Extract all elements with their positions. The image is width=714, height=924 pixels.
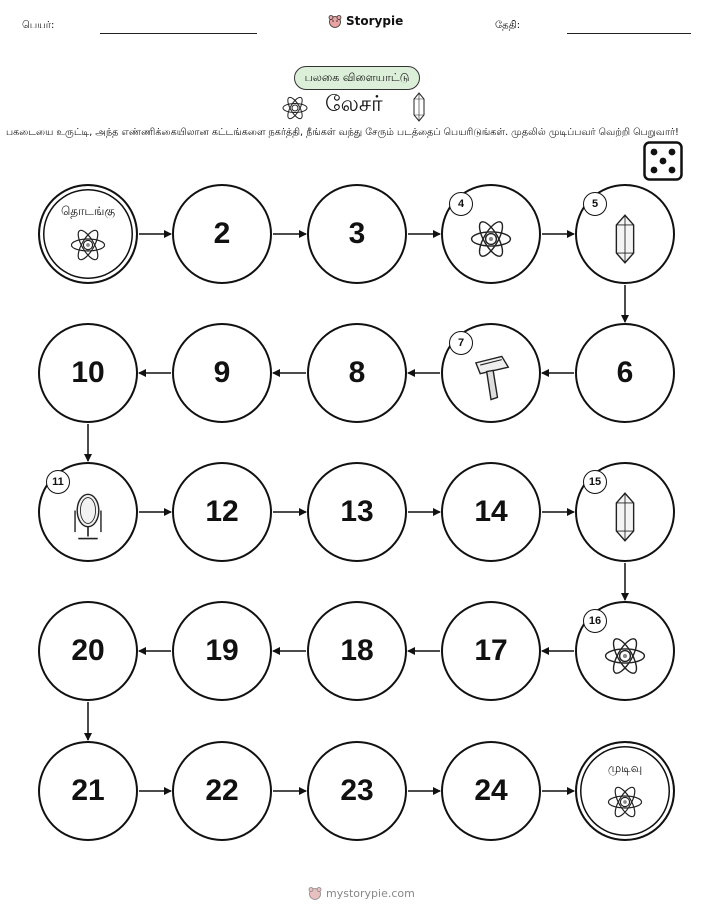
space-number: 12 bbox=[205, 495, 239, 528]
board-space-10[interactable] bbox=[38, 323, 138, 423]
finish-space[interactable] bbox=[575, 741, 675, 841]
atom-icon bbox=[65, 222, 111, 268]
page-title: லேசர் bbox=[325, 92, 383, 117]
space-number: 9 bbox=[213, 356, 231, 389]
space-number-badge: 4 bbox=[449, 192, 473, 216]
name-label: பெயர்: bbox=[22, 20, 55, 31]
barcode-scanner-icon bbox=[464, 351, 518, 405]
board-space-14[interactable] bbox=[441, 462, 541, 562]
space-number: 19 bbox=[205, 634, 239, 667]
space-number: 17 bbox=[474, 634, 508, 667]
start-label: தொடங்கு bbox=[60, 204, 116, 218]
board-space-2[interactable] bbox=[172, 184, 272, 284]
space-number: 18 bbox=[340, 634, 374, 667]
atom-icon bbox=[598, 629, 652, 683]
board-space-20[interactable] bbox=[38, 601, 138, 701]
board-space-7[interactable] bbox=[441, 323, 541, 423]
crystal-icon bbox=[598, 212, 652, 266]
board-space-9[interactable] bbox=[172, 323, 272, 423]
board-space-6[interactable] bbox=[575, 323, 675, 423]
atom-icon bbox=[602, 779, 648, 825]
board-space-17[interactable] bbox=[441, 601, 541, 701]
board-space-5[interactable] bbox=[575, 184, 675, 284]
space-number: 10 bbox=[71, 356, 105, 389]
space-number: 24 bbox=[474, 774, 508, 807]
space-number: 6 bbox=[616, 356, 634, 389]
board-space-23[interactable] bbox=[307, 741, 407, 841]
board-space-13[interactable] bbox=[307, 462, 407, 562]
board-space-8[interactable] bbox=[307, 323, 407, 423]
space-number-badge: 11 bbox=[46, 470, 70, 494]
finish-label: முடிவு bbox=[607, 761, 643, 775]
space-number: 21 bbox=[71, 774, 105, 807]
crystal-icon bbox=[598, 490, 652, 544]
footer bbox=[308, 886, 415, 900]
board-game-tag: பலகை விளையாட்டு bbox=[294, 66, 420, 90]
space-number: 13 bbox=[340, 495, 374, 528]
space-number-badge: 15 bbox=[583, 470, 607, 494]
mirror-icon bbox=[61, 490, 115, 544]
start-space[interactable] bbox=[38, 184, 138, 284]
board-space-3[interactable] bbox=[307, 184, 407, 284]
board-space-18[interactable] bbox=[307, 601, 407, 701]
space-number: 3 bbox=[348, 217, 366, 250]
atom-icon bbox=[464, 212, 518, 266]
space-number: 20 bbox=[71, 634, 105, 667]
date-label: தேதி: bbox=[495, 20, 521, 31]
board-space-15[interactable] bbox=[575, 462, 675, 562]
space-number: 22 bbox=[205, 774, 239, 807]
space-number: 2 bbox=[213, 217, 231, 250]
space-number-badge: 16 bbox=[583, 609, 607, 633]
board-space-16[interactable] bbox=[575, 601, 675, 701]
space-number: 8 bbox=[348, 356, 366, 389]
instructions: பகடையை உருட்டி, அந்த எண்ணிக்கையிலான கட்டங்களை நகர்த்தி, நீங்கள் வந்து சேரும் படத்தைப் பெயரிடுங்கள். முதலில் முடிப்பவர் வெற்றி பெறுவார்! bbox=[6, 127, 679, 138]
footer-url[interactable]: mystorypie.com bbox=[326, 886, 415, 900]
space-number-badge: 5 bbox=[583, 192, 607, 216]
brand-name: Storypie bbox=[346, 14, 404, 28]
board-space-22[interactable] bbox=[172, 741, 272, 841]
space-number: 14 bbox=[474, 495, 508, 528]
board-space-12[interactable] bbox=[172, 462, 272, 562]
space-number-badge: 7 bbox=[449, 331, 473, 355]
bear-icon bbox=[308, 886, 322, 900]
space-number: 23 bbox=[340, 774, 374, 807]
board-space-19[interactable] bbox=[172, 601, 272, 701]
board-space-4[interactable] bbox=[441, 184, 541, 284]
board-space-21[interactable] bbox=[38, 741, 138, 841]
board-space-24[interactable] bbox=[441, 741, 541, 841]
board-space-11[interactable] bbox=[38, 462, 138, 562]
